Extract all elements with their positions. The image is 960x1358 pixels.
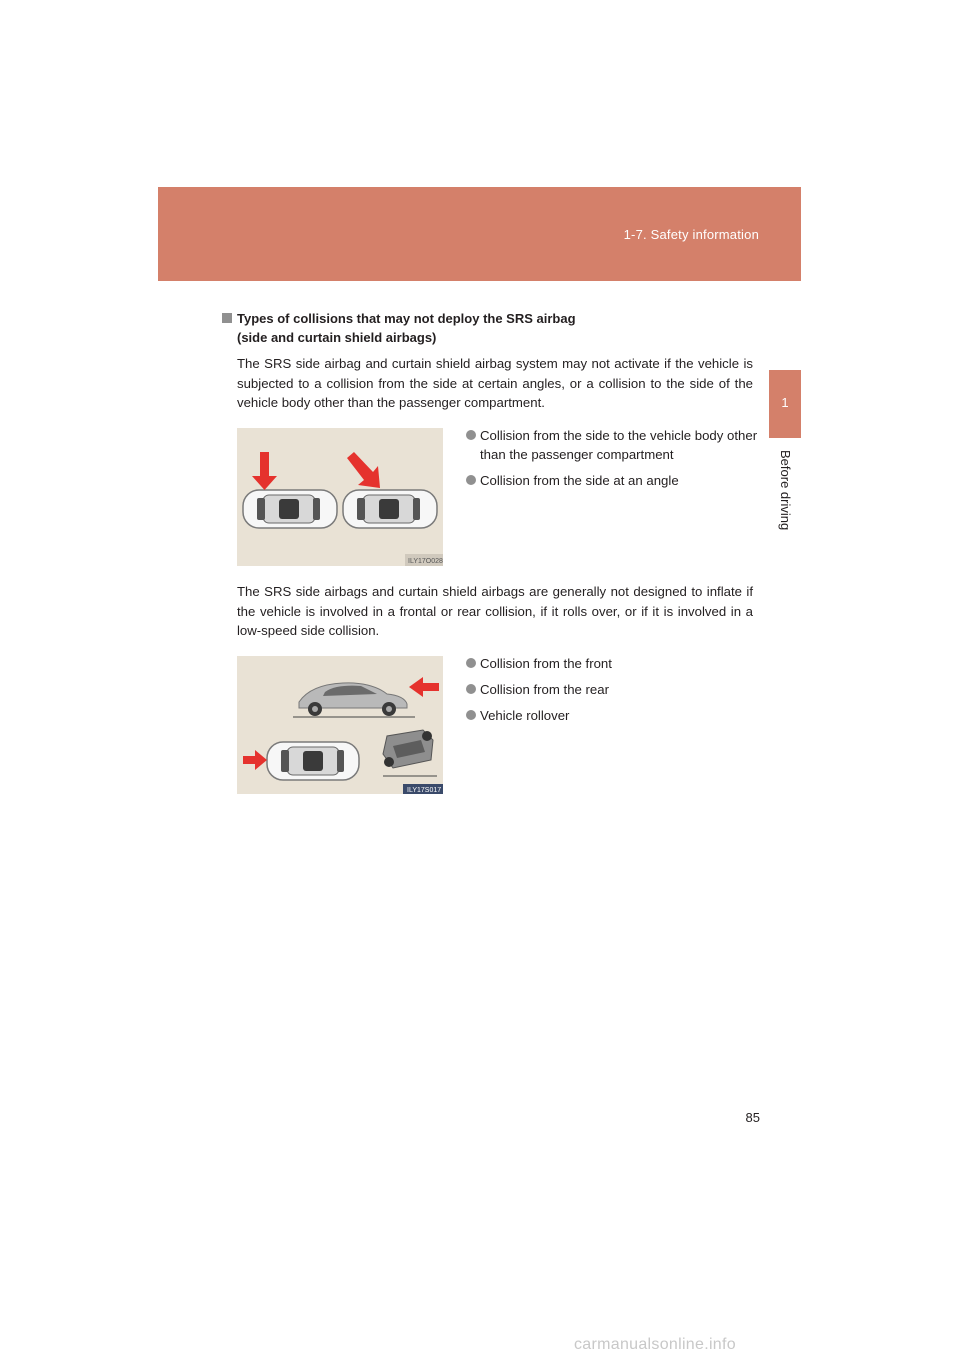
chapter-title: 1-7. Safety information	[623, 227, 759, 242]
impact-arrow-front	[409, 677, 439, 697]
list-item: Collision from the rear	[466, 680, 766, 699]
chapter-tab	[769, 370, 801, 438]
list-item: Collision from the side to the vehicle body other than the passenger compartment	[466, 426, 766, 464]
figure-code: ILY17O028	[408, 558, 443, 565]
impact-arrow-down	[252, 452, 277, 490]
chapter-side-label: Before driving	[778, 450, 793, 531]
car-top-view-illustration	[243, 490, 337, 528]
list-item: Vehicle rollover	[466, 706, 766, 725]
car-top-view-illustration	[267, 742, 359, 780]
heading-line-1: Types of collisions that may not deploy the SRS airbag	[237, 311, 576, 326]
figure-code: ILY17S017	[407, 787, 442, 794]
list-item: Collision from the side at an angle	[466, 471, 766, 490]
side-collision-bullet-list	[466, 426, 766, 497]
heading-line-2: (side and curtain shield airbags)	[237, 330, 437, 345]
square-bullet-icon	[222, 313, 232, 323]
car-rollover-illustration	[383, 730, 437, 776]
bullet-dot-icon	[466, 475, 476, 485]
list-item: Collision from the front	[466, 654, 766, 673]
section-heading	[222, 309, 762, 347]
footer-watermark-url[interactable]: carmanualsonline.info	[574, 1336, 736, 1353]
bullet-dot-icon	[466, 430, 476, 440]
bullet-dot-icon	[466, 710, 476, 720]
design-limitation-paragraph: The SRS side airbags and curtain shield airbags are generally not designed to inflate if the vehicle is involved in a frontal or rear collision, if it rolls over, or if it is involved in a low-speed side collision.	[237, 584, 753, 638]
page-number: 85	[745, 1110, 760, 1125]
car-top-view-illustration-2	[343, 490, 437, 528]
car-side-view-illustration	[293, 683, 415, 717]
chapter-header-band	[158, 187, 801, 281]
impact-arrow-rear	[243, 750, 267, 770]
bullet-dot-icon	[466, 658, 476, 668]
frontal-rear-rollover-figure	[237, 656, 443, 794]
impact-arrow-diagonal	[347, 452, 380, 488]
bullet-dot-icon	[466, 684, 476, 694]
side-collision-figure	[237, 428, 443, 566]
no-deploy-bullet-list	[466, 654, 766, 732]
chapter-number: 1	[781, 395, 789, 410]
intro-paragraph: The SRS side airbag and curtain shield airbag system may not activate if the vehicle is subjected to a collision from the side at certain angles, or a collision to the side of the vehicle body other than the passenger compartment.	[237, 356, 753, 410]
